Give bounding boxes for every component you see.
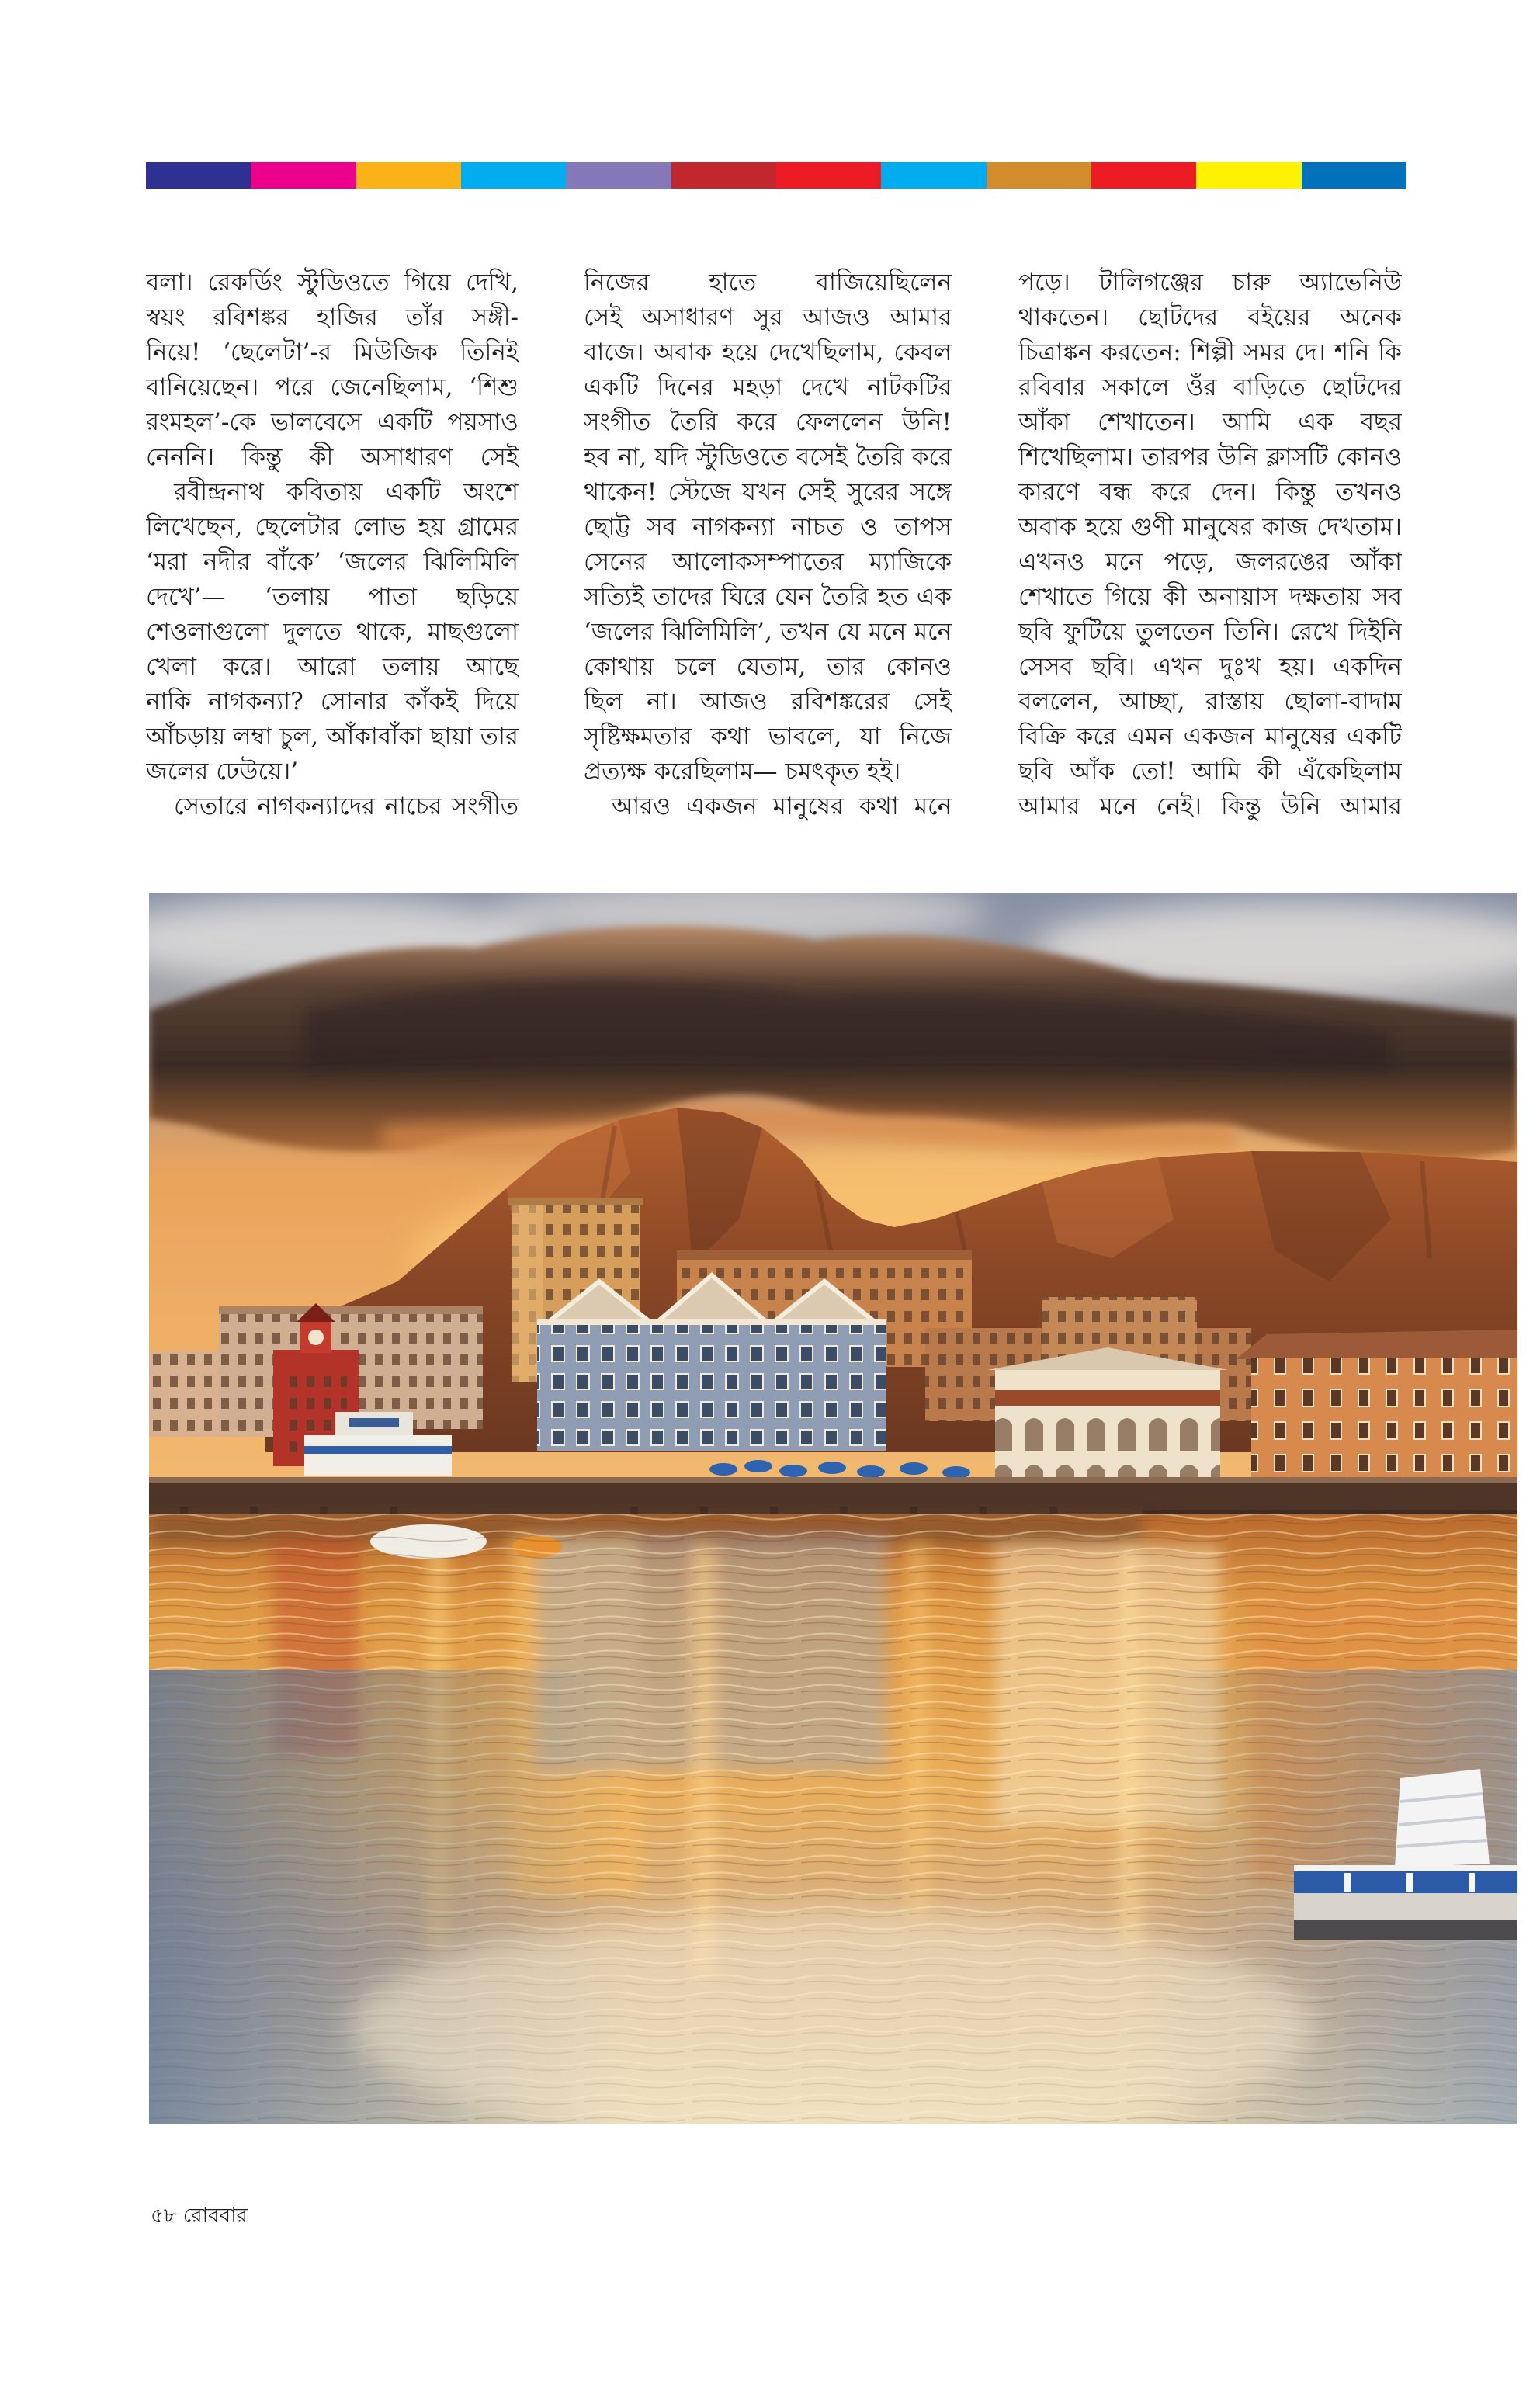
text-line: হব না, যদি স্টুডিওতে বসেই তৈরি করে (584, 443, 952, 471)
text-line: কোথায় চলে যেতাম, তার কোনও (584, 653, 952, 681)
text-line: থাকতেন। ছোটদের বইয়ের অনেক (1018, 303, 1402, 331)
text-line: সেই অসাধারণ সুর আজও আমার (584, 303, 952, 331)
text-line: নাকি নাগকন্যা? সোনার কাঁকই দিয়ে (146, 688, 519, 716)
text-line: আঁচড়ায় লম্বা চুল, আঁকাবাঁকা ছায়া তার (146, 723, 519, 751)
text-line: ছবি আঁক তো! আমি কী এঁকেছিলাম (1018, 758, 1402, 786)
color-segment (146, 162, 251, 189)
text-line: একটি দিনের মহড়া দেখে নাটকটির (584, 373, 952, 401)
text-line: প্রত্যক্ষ করেছিলাম— চমৎকৃত হই। (584, 758, 901, 786)
harbour-water (149, 1514, 1517, 2124)
waterfront-photo (149, 893, 1517, 2124)
color-segment (776, 162, 881, 189)
page-number: ৫৮ (151, 2204, 177, 2228)
text-line: এখনও মনে পড়ে, জলরঙের আঁকা (1018, 548, 1402, 576)
color-segment (987, 162, 1091, 189)
color-segment (881, 162, 986, 189)
text-line: আরও একজন মানুষের কথা মনে (612, 792, 952, 820)
text-line: নিয়ে! ‘ছেলেটা’-র মিউজিক তিনিই (146, 338, 519, 366)
text-line: নেননি। কিন্তু কী অসাধারণ সেই (146, 443, 519, 471)
text-line: সত্যিই তাদের ঘিরে যেন তৈরি হত এক (584, 583, 952, 611)
page-footer (151, 2203, 248, 2229)
color-stripe-bar (146, 162, 1406, 189)
text-line: আঁকা শেখাতেন। আমি এক বছর (1018, 408, 1402, 436)
text-line: চিত্রাঙ্কন করতেন: শিল্পী সমর দে। শনি কি (1018, 338, 1402, 366)
text-column-3 (1018, 265, 1402, 824)
text-line: ছোট্ট সব নাগকন্যা নাচত ও তাপস (584, 513, 952, 541)
text-line: রংমহল’-কে ভালবেসে একটি পয়সাও (146, 408, 519, 436)
text-line: কারণে বন্ধ করে দেন। কিন্তু তখনও (1018, 478, 1402, 506)
text-line: ছিল না। আজও রবিশঙ্করের সেই (584, 688, 952, 716)
text-line: শিখেছিলাম। তারপর উনি ক্লাসটি কোনও (1018, 443, 1402, 471)
text-line: স্বয়ং রবিশঙ্কর হাজির তাঁর সঙ্গী- (146, 303, 519, 331)
text-line: রবিবার সকালে ওঁর বাড়িতে ছোটদের (1018, 373, 1402, 401)
color-segment (1302, 162, 1406, 189)
text-line: দেখে’— ‘তলায় পাতা ছড়িয়ে (146, 583, 519, 611)
color-segment (566, 162, 671, 189)
text-line: ‘মরা নদীর বাঁকে’ ‘জলের ঝিলিমিলি (146, 548, 519, 576)
color-segment (671, 162, 776, 189)
text-column-1 (146, 265, 519, 824)
text-line: ‘জলের ঝিলিমিলি’, তখন যে মনে মনে (584, 618, 952, 646)
text-line: সৃষ্টিক্ষমতার কথা ভাবলে, যা নিজে (584, 723, 952, 751)
text-line: বাজে। অবাক হয়ে দেখেছিলাম, কেবল (584, 338, 952, 366)
color-segment (1196, 162, 1301, 189)
text-line: নিজের হাতে বাজিয়েছিলেন (584, 269, 952, 297)
text-line: পড়ে। টালিগঞ্জের চারু অ্যাভেনিউ (1018, 269, 1402, 297)
text-line: সেতারে নাগকন্যাদের নাচের সংগীত (174, 792, 519, 820)
color-segment (461, 162, 566, 189)
text-line: শেওলাগুলো দুলতে থাকে, মাছগুলো (146, 618, 519, 646)
text-line: ছবি ফুটিয়ে তুলতেন তিনি। রেখে দিইনি (1018, 618, 1402, 646)
text-column-2 (584, 265, 952, 824)
text-line: বলা। রেকর্ডিং স্টুডিওতে গিয়ে দেখি, (146, 269, 519, 297)
magazine-name: রোববার (182, 2204, 248, 2228)
text-line: শেখাতে গিয়ে কী অনায়াস দক্ষতায় সব (1018, 583, 1402, 611)
text-line: সেনের আলোকসম্পাতের ম্যাজিকে (584, 548, 952, 576)
text-line: লিখেছেন, ছেলেটার লোভ হয় গ্রামের (146, 513, 519, 541)
text-line: অবাক হয়ে গুণী মানুষের কাজ দেখতাম। (1018, 513, 1402, 541)
text-line: সেসব ছবি। এখন দুঃখ হয়। একদিন (1018, 653, 1402, 681)
color-segment (251, 162, 356, 189)
color-segment (1091, 162, 1196, 189)
text-line: জলের ঢেউয়ে।’ (146, 758, 299, 786)
text-line: বললেন, আচ্ছা, রাস্তায় ছোলা-বাদাম (1018, 688, 1402, 716)
text-line: খেলা করে। আরো তলায় আছে (146, 653, 519, 681)
color-segment (356, 162, 461, 189)
text-line: আমার মনে নেই। কিন্তু উনি আমার (1018, 792, 1402, 820)
text-line: রবীন্দ্রনাথ কবিতায় একটি অংশে (174, 478, 519, 506)
text-line: বানিয়েছেন। পরে জেনেছিলাম, ‘শিশু (146, 373, 519, 401)
text-line: সংগীত তৈরি করে ফেললেন উনি! (584, 408, 952, 436)
text-line: থাকেন! স্টেজে যখন সেই সুরের সঙ্গে (584, 478, 952, 506)
text-line: বিক্রি করে এমন একজন মানুষের একটি (1018, 723, 1402, 751)
